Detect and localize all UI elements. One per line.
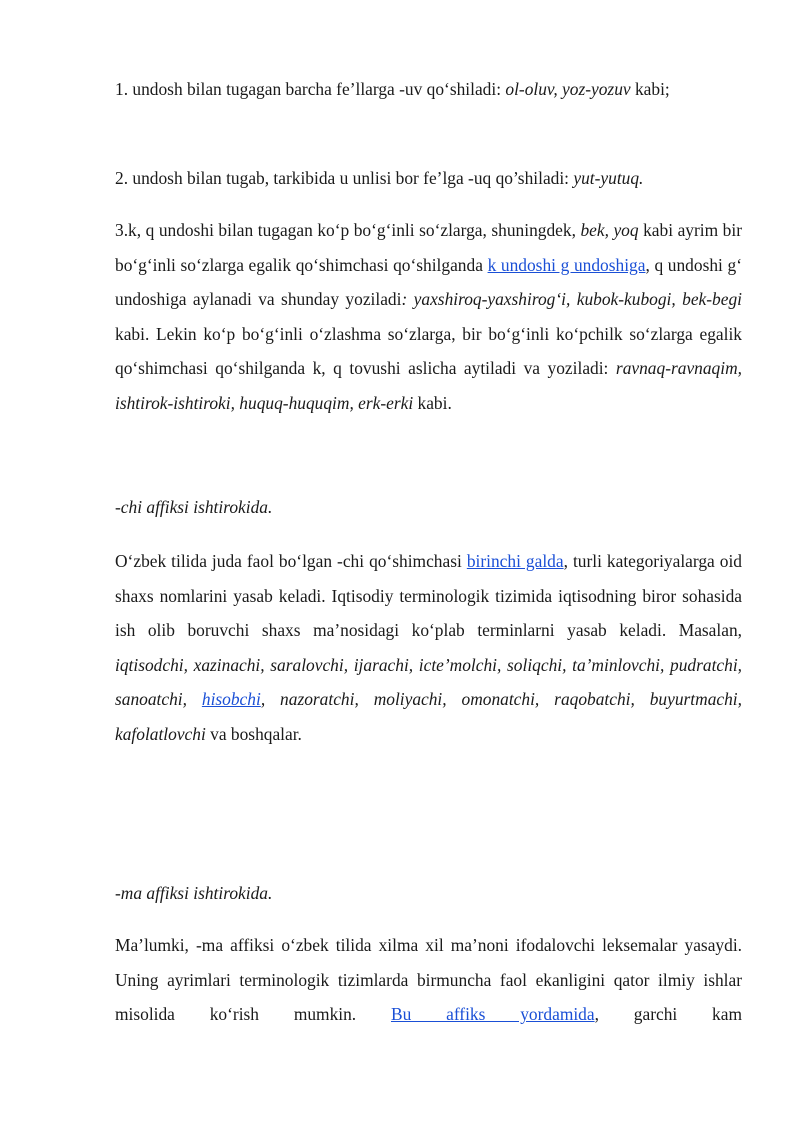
section-heading-ma: -ma affiksi ishtirokida. [115, 883, 273, 903]
rule-1-example: ol-oluv, yoz-yozuv [505, 79, 631, 99]
chi-examples-1: iqtisodchi, xazinachi, saralovchi, ijarachi, icte’molchi, soliqchi, ta’minlovchi, pudratchi, sanoatchi, [115, 654, 742, 709]
rule-1-tail: kabi; [630, 79, 670, 99]
ma-text: Ma’lumki, -ma affiksi o‘zbek tilida xilma xil ma’noni ifodalovchi leksemalar yasaydi. Uning ayrimlari terminologik tizimlarda birmuncha faol ekanligini qator ilmiy ishlar misolida ko‘rish mumkin. [115, 935, 742, 1024]
rule-3-colon: : [401, 289, 408, 309]
chi-text: O‘zbek tilida juda faol bo‘lgan -chi qo‘shimchasi [115, 551, 467, 571]
ma-tail: , garchi kam [594, 1004, 742, 1024]
rule-3-link[interactable]: k undoshi g undoshiga [487, 254, 646, 275]
paragraph-ma [115, 928, 742, 1032]
rule-3-text-3: , q undoshi g‘ undoshiga aylanadi va shunday yoziladi [115, 254, 742, 309]
rule-3-tail: kabi. [413, 392, 452, 413]
rule-2-example: yut-yutuq. [573, 168, 644, 188]
paragraph-rule-2 [115, 161, 742, 196]
chi-text-2: , turli kategoriyalarga oid shaxs nomlarini yasab keladi. Iqtisodiy terminologik tizimida iqtisodning biror sohasida ish olib boruvchi shaxs ma’nosidagi ko‘plab terminlarni yasab keladi. Masalan, [115, 551, 742, 640]
chi-tail: va boshqalar. [205, 723, 302, 744]
rule-3-text-4: kabi. Lekin ko‘p bo‘g‘inli o‘zlashma so‘zlarga, bir bo‘g‘inli ko‘pchilk so‘zlarga egalik qo‘shimchasi qo‘shilganda k, q tovushi aslicha aytiladi va yoziladi: [115, 323, 742, 378]
rule-3-example-1: bek, yoq [580, 220, 639, 240]
rule-1-text: 1. undosh bilan tugagan barcha fe’llarga -uv qo‘shiladi: [115, 79, 506, 99]
rule-3-text-2: kabi ayrim bir bo‘g‘inli so‘zlarga egalik qo‘shimchasi qo‘shilganda [115, 220, 742, 275]
chi-examples-2: , nazoratchi, moliyachi, omonatchi, raqobatchi, buyurtmachi, kafolatlovchi [115, 689, 742, 744]
chi-link-2[interactable]: hisobchi [201, 689, 261, 709]
rule-3-text: 3.k, q undoshi bilan tugagan ko‘p bo‘g‘inli so‘zlarga, shuningdek, [115, 220, 581, 240]
section-heading-chi: -chi affiksi ishtirokida. [115, 497, 273, 517]
chi-link-1[interactable]: birinchi galda [466, 551, 564, 571]
rule-3-example-2: yaxshiroq-yaxshirog‘i, kubok-kubogi, bek-begi [407, 289, 742, 309]
paragraph-rule-1 [115, 72, 742, 107]
ma-link[interactable]: Bu affiks yordamida [390, 1004, 595, 1024]
rule-2-text: 2. undosh bilan tugab, tarkibida u unlisi bor fe’lga -uq qo’shiladi: [115, 168, 574, 188]
paragraph-rule-3 [115, 213, 742, 420]
paragraph-chi [115, 544, 742, 751]
rule-3-example-3: ravnaq-ravnaqim, ishtirok-ishtiroki, huquq-huquqim, erk-erki [115, 358, 742, 413]
